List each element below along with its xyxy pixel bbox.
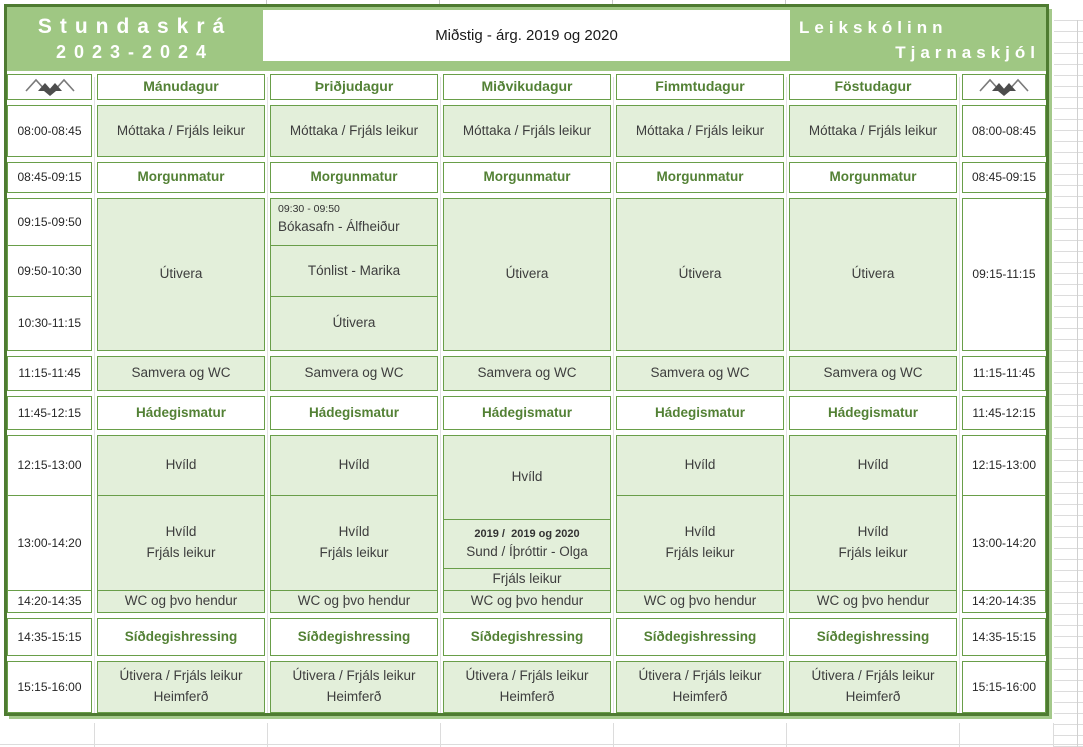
schedule-title: Stundaskrá xyxy=(37,15,233,38)
timetable-grid xyxy=(7,74,1046,713)
cell-tuesday-outdoor[interactable]: Útivera xyxy=(271,296,437,350)
time-column-left xyxy=(7,74,92,713)
cell-monday-outdoor[interactable]: Útivera xyxy=(97,198,265,351)
cell-thursday-outdoor[interactable]: Útivera xyxy=(616,198,784,351)
block-friday-afternoon xyxy=(789,435,957,613)
cell-monday-home[interactable] xyxy=(97,661,265,713)
corner-cell-right[interactable] xyxy=(962,74,1046,100)
gridline xyxy=(440,77,441,713)
cell-friday-wc[interactable]: WC og þvo hendur xyxy=(790,590,956,612)
day-header-tuesday[interactable]: Þriðjudagur xyxy=(270,74,438,100)
rest-label: Hvíld xyxy=(684,524,716,540)
home-line1: Útivera / Frjáls leikur xyxy=(119,668,243,684)
home-line1: Útivera / Frjáls leikur xyxy=(292,668,416,684)
cell-thursday-wc[interactable]: WC og þvo hendur xyxy=(617,590,783,612)
cell-wednesday-home[interactable] xyxy=(443,661,611,713)
time-cell[interactable]: 14:20-14:35 xyxy=(8,590,91,612)
rest-label: Hvíld xyxy=(165,524,197,540)
cell-tuesday-reception[interactable]: Móttaka / Frjáls leikur xyxy=(270,105,438,157)
time-cell[interactable]: 13:00-14:20 xyxy=(963,495,1045,590)
gridline xyxy=(94,77,95,713)
gridline xyxy=(1077,20,1078,747)
library-label: Bókasafn - Álfheiður xyxy=(278,219,400,234)
day-column-wednesday xyxy=(443,74,611,713)
library-time: 09:30 - 09:50 xyxy=(278,203,340,215)
mountain-icon xyxy=(978,77,1030,97)
cell-thursday-reception[interactable]: Móttaka / Frjáls leikur xyxy=(616,105,784,157)
day-column-monday xyxy=(97,74,265,713)
block-tuesday-morning xyxy=(270,198,438,351)
home-line2: Heimferð xyxy=(499,689,555,704)
swim-label: Sund / Íþróttir - Olga xyxy=(466,543,588,559)
swim-groups: 2019 / 2019 og 2020 xyxy=(474,527,580,540)
banner xyxy=(7,7,1046,71)
cell-monday-wc[interactable]: WC og þvo hendur xyxy=(98,590,264,612)
cell-tuesday-rest[interactable]: Hvíld xyxy=(338,457,370,473)
mountain-icon xyxy=(24,77,76,97)
cell-wednesday-breakfast[interactable]: Morgunmatur xyxy=(443,162,611,193)
time-cell[interactable]: 08:00-08:45 xyxy=(962,105,1046,157)
gridline xyxy=(0,744,1083,745)
free-play-label: Frjáls leikur xyxy=(319,545,389,560)
day-header-monday[interactable]: Mánudagur xyxy=(97,74,265,100)
gridline xyxy=(959,77,960,713)
cell-friday-home[interactable] xyxy=(789,661,957,713)
group-label-cell[interactable] xyxy=(263,7,790,71)
home-line1: Útivera / Frjáls leikur xyxy=(465,668,589,684)
day-column-thursday xyxy=(616,74,784,713)
time-cell[interactable]: 14:35-15:15 xyxy=(962,618,1046,656)
time-cell[interactable]: 08:00-08:45 xyxy=(7,105,92,157)
cell-thursday-snack[interactable]: Síðdegishressing xyxy=(616,618,784,656)
cell-thursday-home[interactable] xyxy=(616,661,784,713)
day-column-tuesday xyxy=(270,74,438,713)
time-cell[interactable]: 11:15-11:45 xyxy=(7,356,92,391)
block-wednesday-afternoon xyxy=(443,435,611,613)
time-cell[interactable]: 11:45-12:15 xyxy=(7,396,92,430)
cell-wednesday-swim[interactable] xyxy=(444,519,610,568)
time-cell[interactable]: 09:15-11:15 xyxy=(962,198,1046,351)
cell-thursday-rest[interactable]: Hvíld xyxy=(684,457,716,473)
cell-monday-reception[interactable]: Móttaka / Frjáls leikur xyxy=(97,105,265,157)
home-line1: Útivera / Frjáls leikur xyxy=(638,668,762,684)
gridline xyxy=(94,723,95,747)
group-label-box xyxy=(263,10,790,61)
free-play-label: Frjáls leikur xyxy=(838,545,908,560)
cell-tuesday-lunch[interactable]: Hádegismatur xyxy=(270,396,438,430)
time-cell[interactable]: 08:45-09:15 xyxy=(962,162,1046,193)
schedule-title-cell[interactable] xyxy=(7,7,263,71)
cell-monday-gathering[interactable]: Samvera og WC xyxy=(97,356,265,391)
cell-friday-rest[interactable]: Hvíld xyxy=(857,457,889,473)
cell-wednesday-freeplay[interactable]: Frjáls leikur xyxy=(444,568,610,590)
school-name-line2: Tjarnaskjól xyxy=(895,43,1040,62)
block-monday-afternoon xyxy=(97,435,265,613)
cell-wednesday-lunch[interactable]: Hádegismatur xyxy=(443,396,611,430)
cell-friday-gathering[interactable]: Samvera og WC xyxy=(789,356,957,391)
cell-thursday-breakfast[interactable]: Morgunmatur xyxy=(616,162,784,193)
time-cell[interactable]: 13:00-14:20 xyxy=(8,495,91,590)
cell-tuesday-gathering[interactable]: Samvera og WC xyxy=(270,356,438,391)
day-header-friday[interactable]: Föstudagur xyxy=(789,74,957,100)
rest-label: Hvíld xyxy=(857,524,889,540)
home-line2: Heimferð xyxy=(672,689,728,704)
gridline xyxy=(613,77,614,713)
time-block-morning xyxy=(7,198,92,351)
time-cell[interactable]: 15:15-16:00 xyxy=(962,661,1046,713)
cell-tuesday-breakfast[interactable]: Morgunmatur xyxy=(270,162,438,193)
time-cell[interactable]: 09:15-09:50 xyxy=(17,214,82,229)
cell-friday-breakfast[interactable]: Morgunmatur xyxy=(789,162,957,193)
time-column-right xyxy=(962,74,1046,713)
time-block-afternoon-right xyxy=(962,435,1046,613)
cell-friday-reception[interactable]: Móttaka / Frjáls leikur xyxy=(789,105,957,157)
gridline xyxy=(267,723,268,747)
cell-friday-outdoor[interactable]: Útivera xyxy=(789,198,957,351)
time-cell[interactable]: 15:15-16:00 xyxy=(7,661,92,713)
gridline xyxy=(267,77,268,713)
cell-monday-breakfast[interactable]: Morgunmatur xyxy=(97,162,265,193)
home-line1: Útivera / Frjáls leikur xyxy=(811,668,935,684)
time-cell[interactable]: 14:35-15:15 xyxy=(7,618,92,656)
cell-wednesday-reception[interactable]: Móttaka / Frjáls leikur xyxy=(443,105,611,157)
cell-wednesday-rest[interactable]: Hvíld xyxy=(511,468,543,484)
cell-wednesday-snack[interactable]: Síðdegishressing xyxy=(443,618,611,656)
time-cell[interactable]: 12:15-13:00 xyxy=(17,458,82,473)
school-name-cell[interactable] xyxy=(790,7,1046,71)
free-play-label: Frjáls leikur xyxy=(665,545,735,560)
time-cell[interactable]: 10:30-11:15 xyxy=(8,296,91,350)
time-cell[interactable]: 09:50-10:30 xyxy=(8,245,91,296)
home-line2: Heimferð xyxy=(153,689,209,704)
time-cell[interactable]: 11:15-11:45 xyxy=(962,356,1046,391)
schedule-years: 2023-2024 xyxy=(55,42,215,62)
cell-thursday-rest-freeplay[interactable] xyxy=(617,495,783,590)
corner-cell-left[interactable] xyxy=(7,74,92,100)
gridline xyxy=(786,723,787,747)
home-line2: Heimferð xyxy=(845,689,901,704)
day-header-thursday[interactable]: Fimmtudagur xyxy=(616,74,784,100)
free-play-label: Frjáls leikur xyxy=(146,545,216,560)
cell-monday-snack[interactable]: Síðdegishressing xyxy=(97,618,265,656)
cell-tuesday-snack[interactable]: Síðdegishressing xyxy=(270,618,438,656)
cell-monday-lunch[interactable]: Hádegismatur xyxy=(97,396,265,430)
block-tuesday-afternoon xyxy=(270,435,438,613)
day-header-wednesday[interactable]: Miðvikudagur xyxy=(443,74,611,100)
gridline-strip-right xyxy=(1054,20,1083,747)
time-block-afternoon xyxy=(7,435,92,613)
home-line2: Heimferð xyxy=(326,689,382,704)
time-cell[interactable]: 12:15-13:00 xyxy=(971,458,1037,473)
group-label: Miðstig - árg. 2019 og 2020 xyxy=(435,27,618,44)
cell-tuesday-library[interactable] xyxy=(271,199,437,245)
cell-tuesday-wc[interactable]: WC og þvo hendur xyxy=(271,590,437,612)
cell-wednesday-outdoor[interactable]: Útivera xyxy=(443,198,611,351)
cell-monday-rest-freeplay[interactable] xyxy=(98,495,264,590)
cell-friday-lunch[interactable]: Hádegismatur xyxy=(789,396,957,430)
rest-label: Hvíld xyxy=(338,524,370,540)
timetable-sheet xyxy=(4,4,1049,716)
gridline xyxy=(613,723,614,747)
cell-friday-rest-freeplay[interactable] xyxy=(790,495,956,590)
cell-thursday-lunch[interactable]: Hádegismatur xyxy=(616,396,784,430)
block-thursday-afternoon xyxy=(616,435,784,613)
time-cell[interactable]: 14:20-14:35 xyxy=(963,590,1045,612)
cell-tuesday-music[interactable]: Tónlist - Marika xyxy=(271,245,437,296)
school-name-line1: Leikskólinn xyxy=(799,18,948,37)
cell-tuesday-rest-freeplay[interactable] xyxy=(271,495,437,590)
time-cell[interactable]: 11:45-12:15 xyxy=(962,396,1046,430)
cell-friday-snack[interactable]: Síðdegishressing xyxy=(789,618,957,656)
cell-tuesday-home[interactable] xyxy=(270,661,438,713)
day-column-friday xyxy=(789,74,957,713)
cell-wednesday-wc[interactable]: WC og þvo hendur xyxy=(444,590,610,612)
gridline xyxy=(786,77,787,713)
time-cell[interactable]: 08:45-09:15 xyxy=(7,162,92,193)
gridline xyxy=(440,723,441,747)
gridline xyxy=(959,723,960,747)
cell-thursday-gathering[interactable]: Samvera og WC xyxy=(616,356,784,391)
cell-wednesday-gathering[interactable]: Samvera og WC xyxy=(443,356,611,391)
cell-monday-rest[interactable]: Hvíld xyxy=(165,457,197,473)
